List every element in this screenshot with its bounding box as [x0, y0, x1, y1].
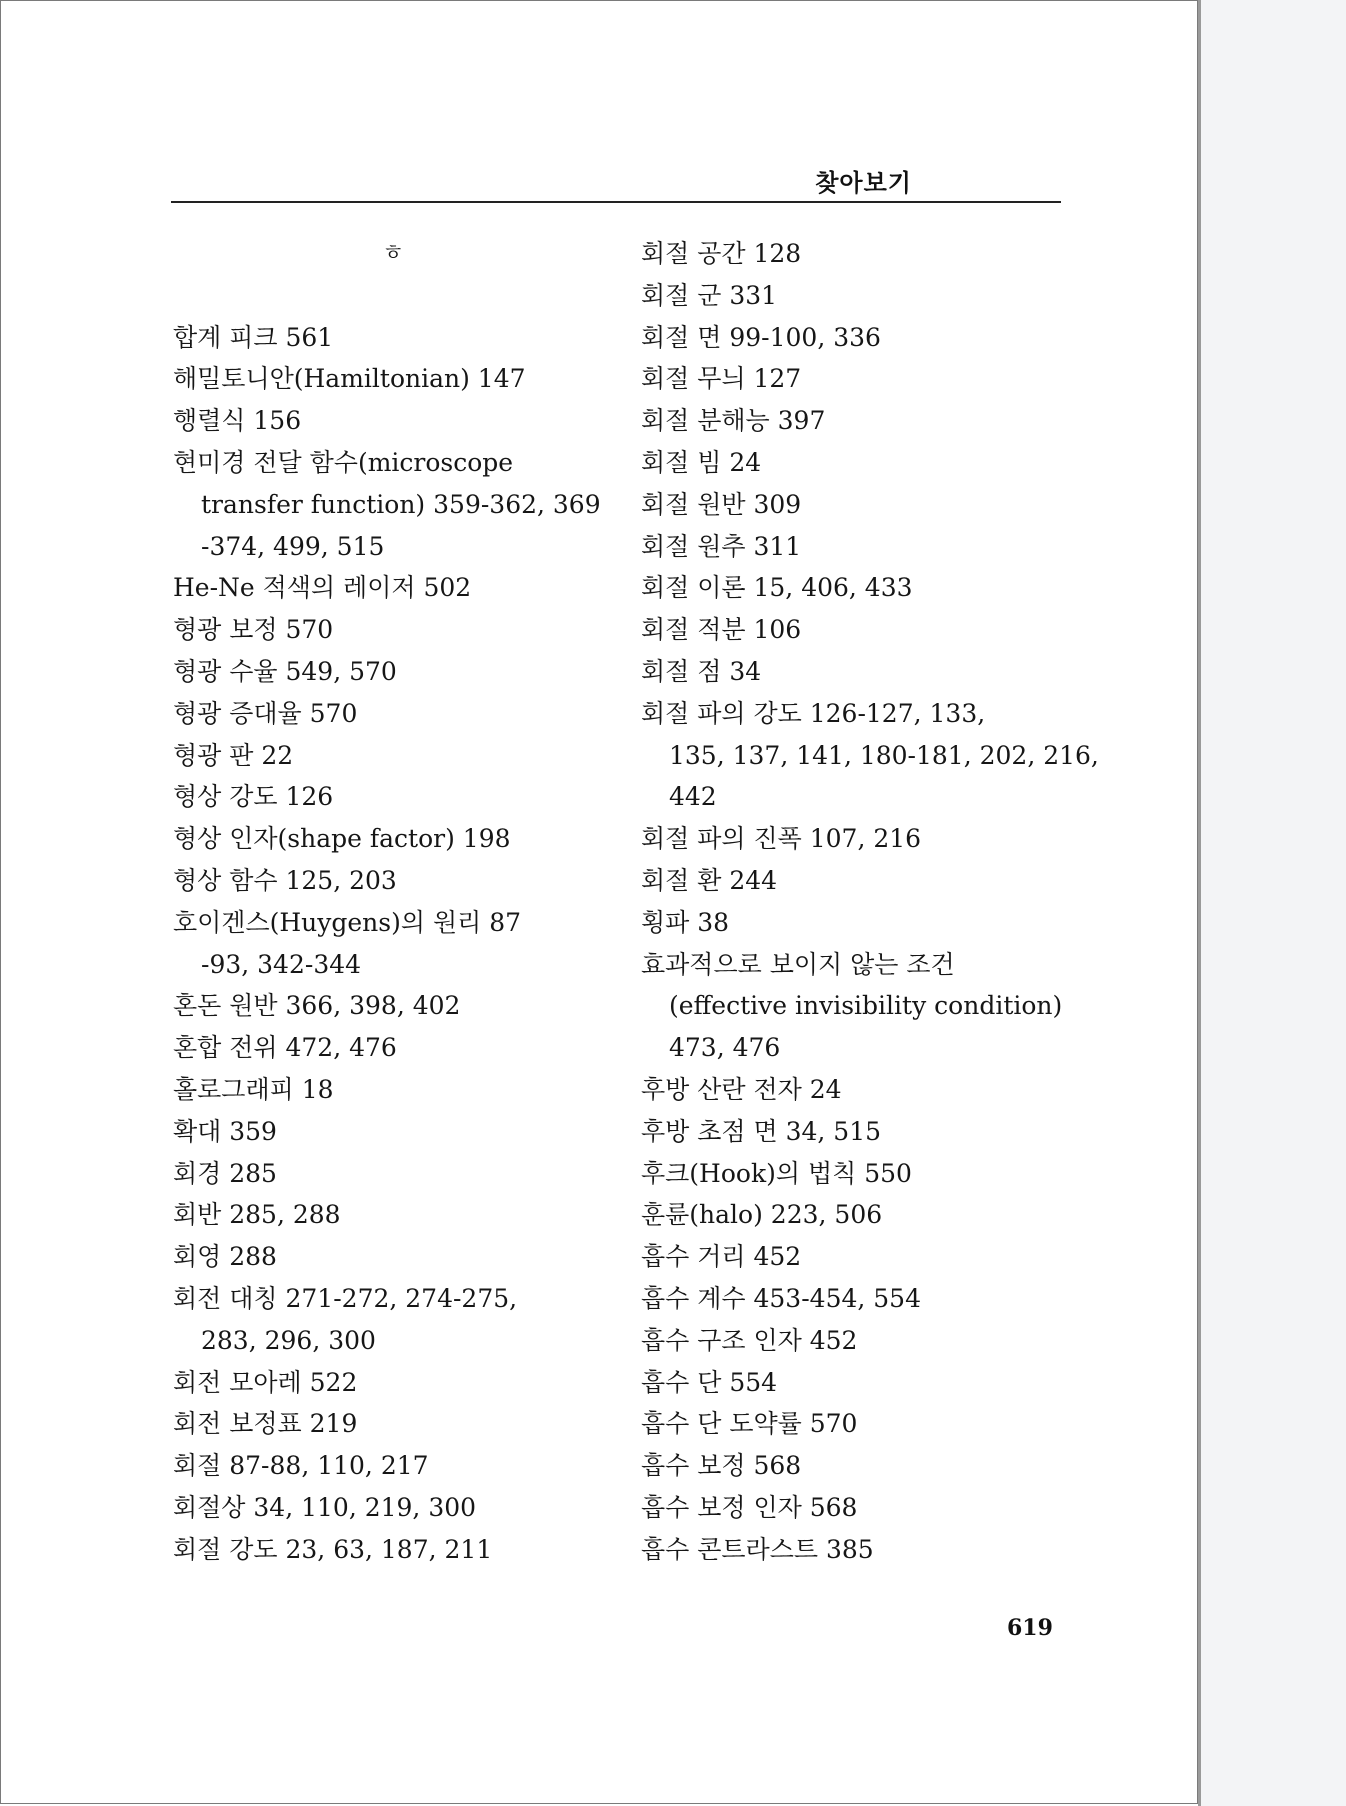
- index-entry: 횡파 38: [641, 907, 730, 937]
- index-column-left: [173, 233, 613, 1571]
- index-entry: 회절 적분 106: [641, 615, 802, 645]
- index-entry: 형광 보정 570: [173, 615, 334, 645]
- index-entry: 후크(Hook)의 법칙 550: [641, 1158, 912, 1188]
- index-entry: 회경 285: [173, 1158, 277, 1188]
- index-entry: (effective invisibility condition): [669, 991, 1063, 1021]
- index-entry: 현미경 전달 함수(microscope: [173, 447, 514, 477]
- index-entry: 회절 공간 128: [641, 239, 802, 268]
- page-number: 619: [1007, 1615, 1053, 1641]
- index-entry: 442: [669, 782, 717, 812]
- index-entry: 회절 파의 강도 126-127, 133,: [641, 698, 986, 728]
- index-entry: 흡수 거리 452: [641, 1242, 802, 1272]
- index-entry: 형광 판 22: [173, 740, 294, 770]
- index-entry: 회전 보정표 219: [173, 1409, 358, 1439]
- index-entry: 회반 285, 288: [173, 1200, 341, 1230]
- section-letter: ㅎ: [382, 241, 404, 266]
- index-entry: 후방 산란 전자 24: [641, 1074, 842, 1104]
- index-entry: 홀로그래피 18: [173, 1074, 334, 1104]
- index-entry: 회절 원추 311: [641, 531, 802, 561]
- index-entry: 형상 인자(shape factor) 198: [173, 824, 511, 854]
- index-entry: 형광 수율 549, 570: [173, 656, 397, 686]
- index-entry: 회절 원반 309: [641, 489, 802, 519]
- index-entry: 호이겐스(Huygens)의 원리 87: [173, 907, 522, 937]
- index-entry: 회절 강도 23, 63, 187, 211: [173, 1534, 493, 1564]
- index-entry: 회영 288: [173, 1242, 277, 1272]
- index-entry: 회절 87-88, 110, 217: [173, 1451, 429, 1481]
- index-entry: 흡수 계수 453-454, 554: [641, 1283, 921, 1313]
- index-entry: 혼합 전위 472, 476: [173, 1033, 397, 1063]
- index-entry: 합계 피크 561: [173, 322, 334, 352]
- index-entry: 회전 모아레 522: [173, 1367, 358, 1397]
- index-entry: 행렬식 156: [173, 406, 302, 436]
- index-entry: 회전 대칭 271-272, 274-275,: [173, 1283, 518, 1313]
- index-entry: 효과적으로 보이지 않는 조건: [641, 949, 955, 979]
- page-edge-shadow: [1198, 0, 1201, 1806]
- index-entry: 후방 초점 면 34, 515: [641, 1116, 882, 1146]
- viewer-background: [1198, 0, 1346, 1806]
- index-entry: 회절 군 331: [641, 280, 778, 310]
- index-entry: 회절 파의 진폭 107, 216: [641, 824, 922, 854]
- index-entry: 혼돈 원반 366, 398, 402: [173, 991, 461, 1021]
- index-entry: 형상 함수 125, 203: [173, 865, 397, 895]
- index-entry: 형상 강도 126: [173, 782, 334, 812]
- index-entry: 회절 환 244: [641, 865, 778, 895]
- header-rule: [171, 201, 1061, 203]
- index-entry: 흡수 보정 568: [641, 1451, 802, 1481]
- index-entry: 흡수 구조 인자 452: [641, 1325, 858, 1355]
- index-entry: 회절 이론 15, 406, 433: [641, 573, 913, 603]
- index-entry: 회절 점 34: [641, 656, 762, 686]
- index-entry: -374, 499, 515: [201, 531, 385, 561]
- index-entry: 135, 137, 141, 180-181, 202, 216,: [669, 740, 1099, 770]
- index-entry: 해밀토니안(Hamiltonian) 147: [173, 364, 526, 394]
- index-entry: 회절 무늬 127: [641, 364, 802, 394]
- index-entry: 473, 476: [669, 1033, 781, 1063]
- index-entry: 흡수 콘트라스트 385: [641, 1534, 874, 1564]
- index-column-right: [641, 233, 1099, 1571]
- index-entry: 흡수 단 554: [641, 1367, 778, 1397]
- index-entry: 흡수 단 도약률 570: [641, 1409, 858, 1439]
- index-entry: transfer function) 359-362, 369: [201, 489, 601, 519]
- index-entry: He-Ne 적색의 레이저 502: [173, 573, 472, 603]
- index-entry: 회절 면 99-100, 336: [641, 322, 881, 352]
- index-entry: 형광 증대율 570: [173, 698, 358, 728]
- running-header-title: 찾아보기: [815, 169, 912, 197]
- index-entry: 283, 296, 300: [201, 1325, 376, 1355]
- index-entry: 회절 분해능 397: [641, 406, 826, 436]
- section-spacer: [173, 275, 613, 317]
- index-entry: 확대 359: [173, 1116, 277, 1146]
- index-entry: 흡수 보정 인자 568: [641, 1492, 858, 1522]
- index-entry: 회절상 34, 110, 219, 300: [173, 1492, 477, 1522]
- index-entry: 회절 빔 24: [641, 447, 762, 477]
- index-entry: 훈륜(halo) 223, 506: [641, 1200, 883, 1230]
- index-entry: -93, 342-344: [201, 949, 362, 979]
